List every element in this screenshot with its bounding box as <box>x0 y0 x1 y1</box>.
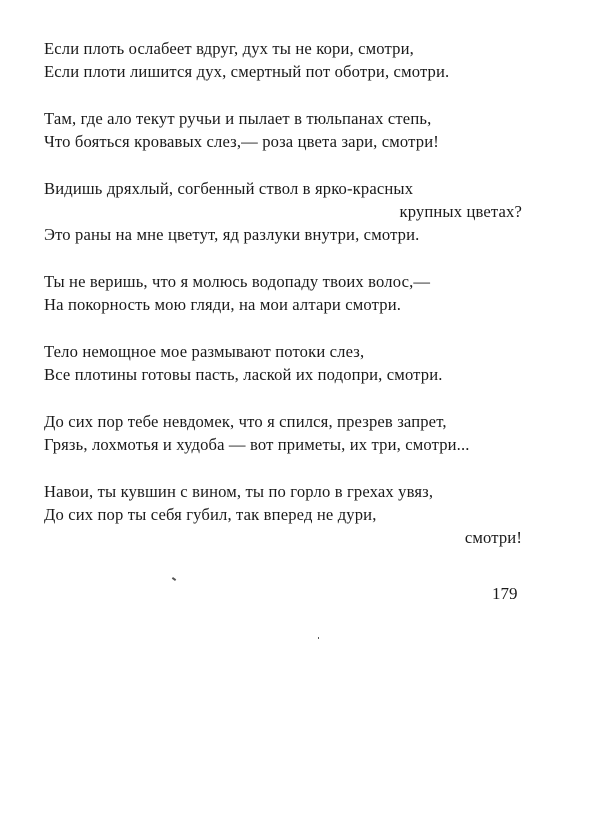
poem-line: Если плоти лишится дух, смертный пот оботри, смотри. <box>44 62 450 81</box>
print-speck <box>172 577 176 581</box>
poem-line: Видишь дряхлый, согбенный ствол в ярко-красных <box>44 179 414 198</box>
poem-line: Это раны на мне цветут, яд разлуки внутри, смотри. <box>44 225 420 244</box>
poem-line: Навои, ты кувшин с вином, ты по горло в грехах увяз, <box>44 482 434 501</box>
stanza-1 <box>44 37 544 83</box>
stanza-5 <box>44 340 544 386</box>
stanza-3 <box>44 177 544 246</box>
poem-line: До сих пор тебе невдомек, что я спился, презрев запрет, <box>44 412 447 431</box>
poem-line: Тело немощное мое размывают потоки слез, <box>44 342 365 361</box>
poem-line: Грязь, лохмотья и худоба — вот приметы, их три, смотри... <box>44 435 470 454</box>
stanza-7 <box>44 480 544 549</box>
stanza-2 <box>44 107 544 153</box>
stanza-6 <box>44 410 544 456</box>
poem-line: Все плотины готовы пасть, лаской их подопри, смотри. <box>44 365 443 384</box>
print-speck <box>318 637 319 639</box>
poem-line: Что бояться кровавых слез,— роза цвета зари, смотри! <box>44 132 439 151</box>
poem-line: На покорность мою гляди, на мои алтари смотри. <box>44 295 402 314</box>
poem-line-continuation: крупных цветах? <box>399 202 522 221</box>
poem-text <box>44 37 544 573</box>
poem-line: Если плоть ослабеет вдруг, дух ты не кори, смотри, <box>44 39 414 58</box>
poem-line: Там, где ало текут ручьи и пылает в тюльпанах степь, <box>44 109 432 128</box>
stanza-4 <box>44 270 544 316</box>
page-number: 179 <box>492 584 518 603</box>
poem-line: До сих пор ты себя губил, так вперед не дури, <box>44 505 377 524</box>
poem-line-continuation: смотри! <box>464 528 522 547</box>
poem-line: Ты не веришь, что я молюсь водопаду твоих волос,— <box>44 272 431 291</box>
